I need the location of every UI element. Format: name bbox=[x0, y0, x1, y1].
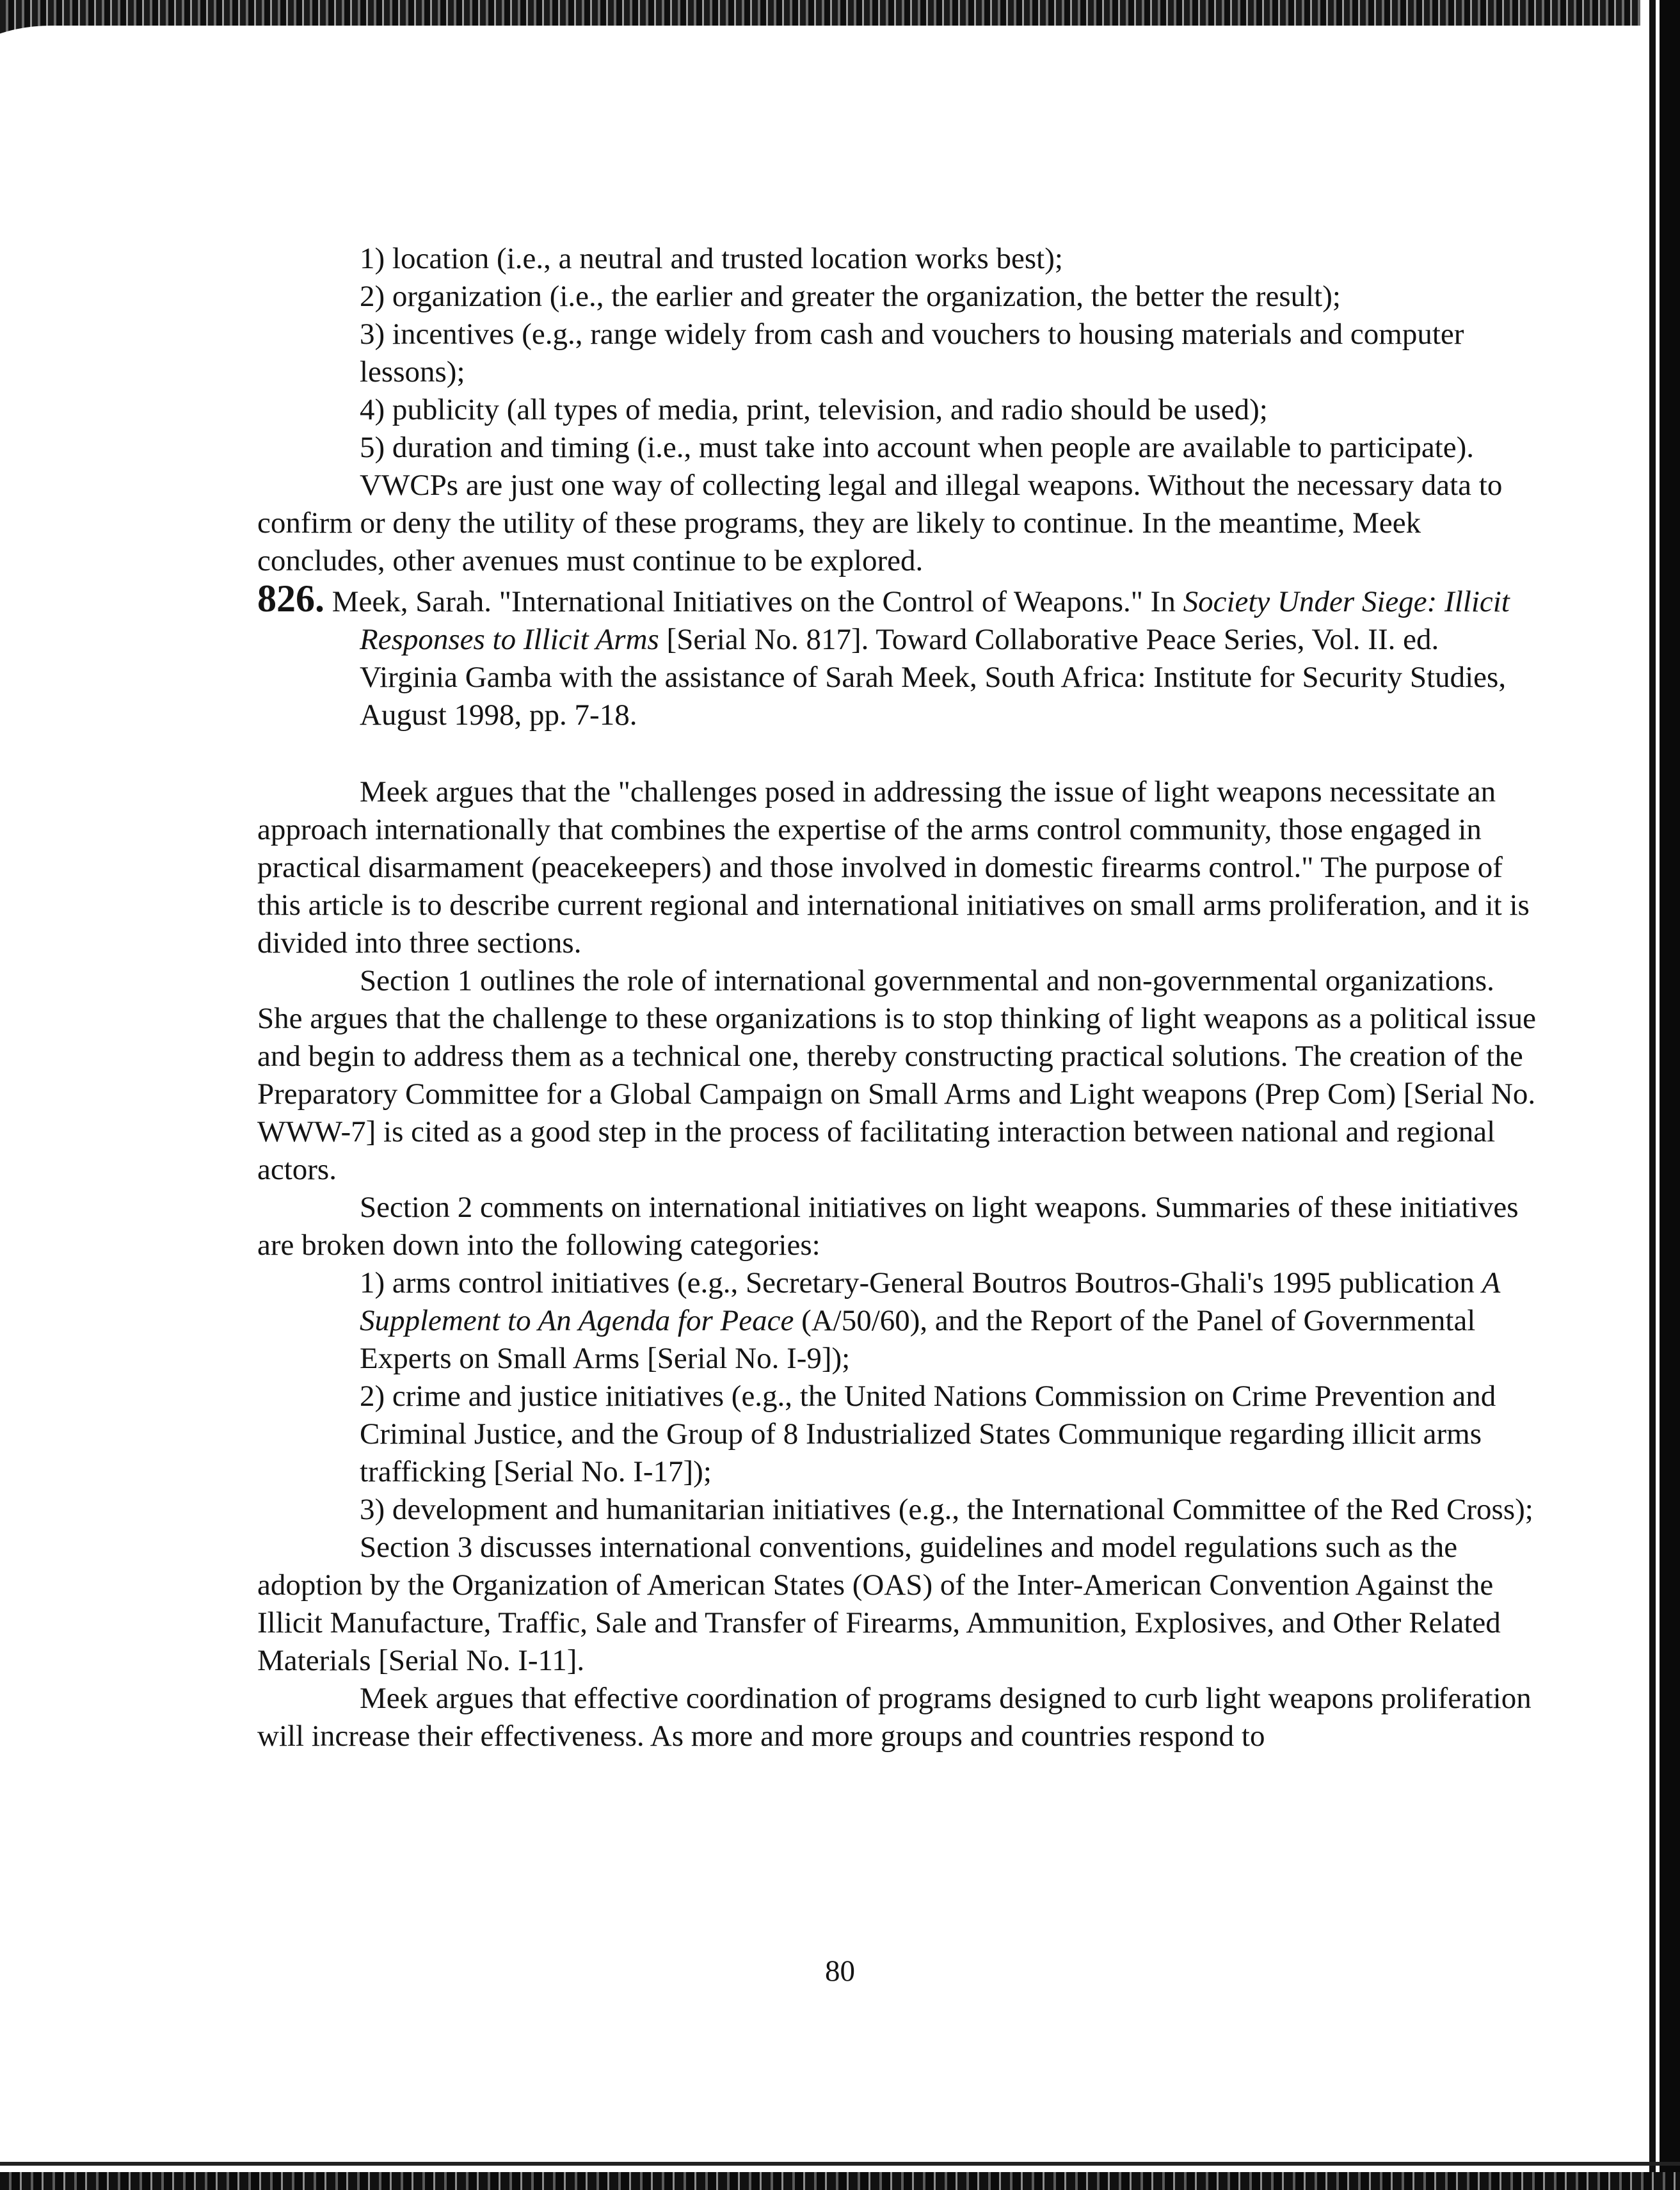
list-item-arms-control bbox=[257, 1264, 1544, 1378]
scan-line-bottom bbox=[0, 2162, 1680, 2166]
list-item-duration: 5) duration and timing (i.e., must take into account when people are available to participate). bbox=[360, 431, 1474, 464]
list-item-arms-control-text-end: (A/50/60), and the Report of the Panel of Governmental Experts on Small Arms [Serial No. I-9]); bbox=[360, 1304, 1476, 1375]
paragraph-intro: Meek argues that the "challenges posed in addressing the issue of light weapons necessitate an approach internationally that combines the expertise of the arms control community, those engaged in practical disarmament (peacekeepers) and those involved in domestic firearms control." The purpose of this article is to describe current regional and international initiatives on small arms proliferation, and it is divided into three sections. bbox=[257, 775, 1530, 960]
publication-title: A Supplement to An Agenda for Peace bbox=[360, 1266, 1500, 1337]
list-item-crime-justice: 2) crime and justice initiatives (e.g., the United Nations Commission on Crime Prevention and Criminal Justice, and the Group of 8 Industrialized States Communique regarding illicit arms trafficking [Serial No. I-17]); bbox=[360, 1380, 1496, 1488]
entry-citation-title: Society Under Siege: Illicit Responses to Illicit Arms bbox=[360, 585, 1510, 656]
list-item-location: 1) location (i.e., a neutral and trusted location works best); bbox=[360, 242, 1063, 275]
entry-citation-end: [Serial No. 817]. Toward Collaborative Peace Series, Vol. II. ed. Virginia Gamba with the assistance of Sarah Meek, South Africa: Institute for Security Studies, August 1998, pp. 7-18. bbox=[360, 623, 1507, 732]
entry-number: 826. bbox=[257, 577, 324, 620]
list-item-development: 3) development and humanitarian initiatives (e.g., the International Committee of the Red Cross); bbox=[360, 1493, 1533, 1526]
page-number: 80 bbox=[825, 1954, 855, 1988]
paragraph-vwcp: VWCPs are just one way of collecting legal and illegal weapons. Without the necessary data to confirm or deny the utility of these programs, they are likely to continue. In the meantime, Meek concludes, other avenues must continue to be explored. bbox=[257, 469, 1503, 577]
entry-citation-start: Meek, Sarah. "International Initiatives on the Control of Weapons." In bbox=[324, 585, 1183, 618]
bibliography-entry bbox=[257, 577, 1544, 734]
paragraph-section-1: Section 1 outlines the role of international governmental and non-governmental organizations. She argues that the challenge to these organizations is to stop thinking of light weapons as a political issue and begin to address them as a technical one, thereby constructing practical solutions. The creation of the Preparatory Committee for a Global Campaign on Small Arms and Light weapons (Prep Com) [Serial No. WWW-7] is cited as a good step in the process of facilitating interaction between national and regional actors. bbox=[257, 964, 1536, 1186]
list-item-organization: 2) organization (i.e., the earlier and greater the organization, the better the result); bbox=[360, 280, 1341, 313]
list-item-arms-control-text: 1) arms control initiatives (e.g., Secretary-General Boutros Boutros-Ghali's 1995 publication bbox=[360, 1266, 1482, 1300]
paragraph-section-3: Section 3 discusses international conventions, guidelines and model regulations such as the adoption by the Organization of American States (OAS) of the Inter-American Convention Against the Illicit Manufacture, Traffic, Sale and Transfer of Firearms, Ammunition, Explosives, and Other Related Materials [Serial No. I-11]. bbox=[257, 1531, 1501, 1677]
page-edge-curve bbox=[0, 26, 1680, 83]
document-body bbox=[257, 240, 1544, 1755]
paragraph-section-2: Section 2 comments on international initiatives on light weapons. Summaries of these initiatives are broken down into the following categories: bbox=[257, 1191, 1519, 1262]
scan-edge-bottom bbox=[0, 2172, 1680, 2190]
list-item-incentives: 3) incentives (e.g., range widely from cash and vouchers to housing materials and computer lessons); bbox=[360, 318, 1464, 389]
list-item-publicity: 4) publicity (all types of media, print, television, and radio should be used); bbox=[360, 393, 1268, 426]
paragraph-coordination: Meek argues that effective coordination of programs designed to curb light weapons proliferation will increase their effectiveness. As more and more groups and countries respond to bbox=[257, 1682, 1532, 1753]
scan-edge-right bbox=[1640, 0, 1680, 2190]
